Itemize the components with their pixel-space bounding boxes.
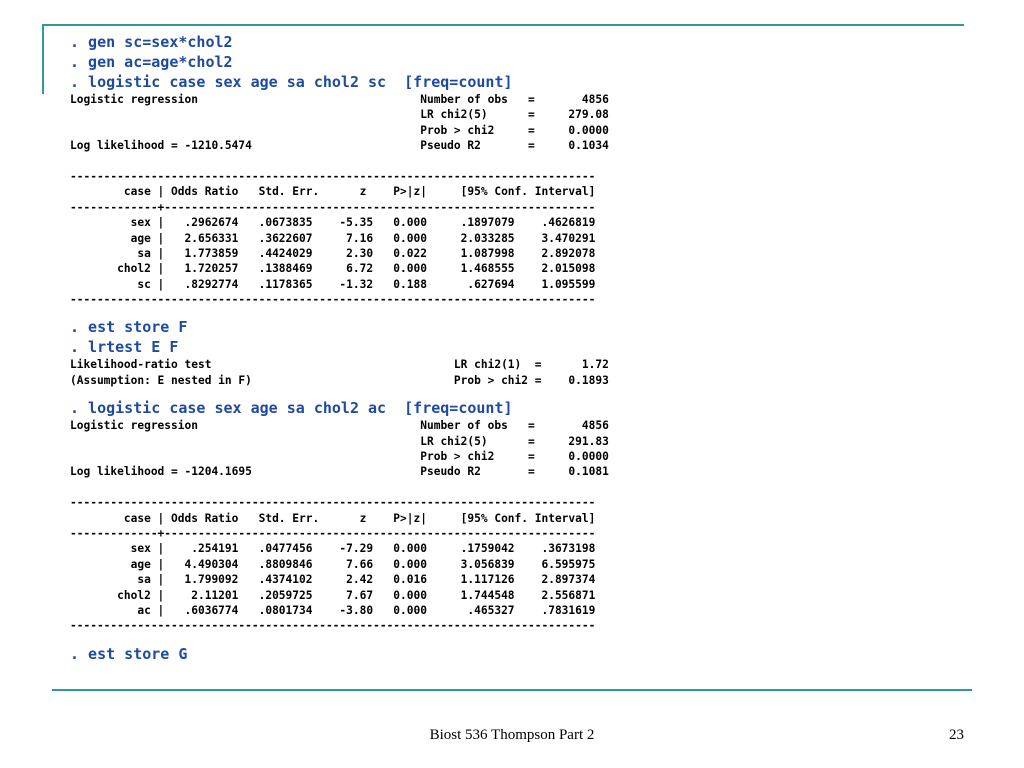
stata-output-line: sex | .2962674 .0673835 -5.35 0.000 .1897079 .4626819 — [70, 216, 596, 230]
spacer — [70, 634, 970, 644]
stata-command-line: . gen sc=sex*chol2 — [70, 33, 233, 51]
page-number: 23 — [949, 727, 964, 743]
bottom-accent-rule — [52, 689, 972, 691]
stata-command-line: . gen ac=age*chol2 — [70, 53, 233, 71]
stata-command-line: . est store G — [70, 644, 188, 663]
stata-command-line: . logistic case sex age sa chol2 sc [freq=count] — [70, 73, 513, 91]
stata-output-line: LR chi2(5) = 291.83 — [70, 434, 609, 448]
stata-output-block — [70, 32, 970, 664]
left-accent-rule — [42, 24, 44, 94]
stata-output-line: Logistic regression Number of obs = 4856 — [70, 93, 609, 106]
stata-output-line: age | 4.490304 .8809846 7.66 0.000 3.056839 6.595975 — [70, 557, 596, 571]
stata-output-line: sex | .254191 .0477456 -7.29 0.000 .1759042 .3673198 — [70, 542, 596, 556]
stata-output-line: Prob > chi2 = 0.0000 — [70, 123, 609, 137]
stata-output-line: chol2 | 1.720257 .1388469 6.72 0.000 1.468555 2.015098 — [70, 262, 596, 276]
stata-output-line: -------------+---------------------------------------------------------------- — [70, 526, 596, 540]
stata-output-line: ac | .6036774 .0801734 -3.80 0.000 .465327 .7831619 — [70, 603, 596, 617]
stata-output-line: Likelihood-ratio test LR chi2(1) = 1.72 — [70, 358, 609, 372]
stata-output-line: sa | 1.799092 .4374102 2.42 0.016 1.117126 2.897374 — [70, 573, 596, 587]
stata-output-line: sa | 1.773859 .4424029 2.30 0.022 1.087998 2.892078 — [70, 246, 596, 260]
stata-output-line: Logistic regression Number of obs = 4856 — [70, 419, 609, 433]
spacer — [70, 307, 970, 317]
stata-command-line: . est store F — [70, 318, 188, 337]
stata-output-line: Log likelihood = -1204.1695 Pseudo R2 = 0.1081 — [70, 465, 609, 479]
stata-output-line: case | Odds Ratio Std. Err. z P>|z| [95% Conf. Interval] — [70, 185, 596, 199]
stata-command-line: . logistic case sex age sa chol2 ac [freq=count] — [70, 399, 513, 418]
footer-title: Biost 536 Thompson Part 2 — [429, 727, 595, 743]
stata-output-line: case | Odds Ratio Std. Err. z P>|z| [95% Conf. Interval] — [70, 511, 596, 525]
stata-output-line: ------------------------------------------------------------------------------ — [70, 293, 596, 307]
stata-output-line: ------------------------------------------------------------------------------ — [70, 496, 596, 510]
stata-output-line — [70, 154, 970, 169]
spacer — [70, 388, 970, 398]
stata-output-line: LR chi2(5) = 279.08 — [70, 108, 609, 122]
stata-output-line: ------------------------------------------------------------------------------ — [70, 169, 596, 183]
top-accent-rule — [42, 24, 964, 26]
stata-output-line: chol2 | 2.11201 .2059725 7.67 0.000 1.744548 2.556871 — [70, 588, 596, 602]
stata-output-line: sc | .8292774 .1178365 -1.32 0.188 .627694 1.095599 — [70, 277, 596, 291]
stata-output-line: -------------+---------------------------------------------------------------- — [70, 200, 596, 214]
stata-output-line: ------------------------------------------------------------------------------ — [70, 619, 596, 633]
stata-output-line: age | 2.656331 .3622607 7.16 0.000 2.033285 3.470291 — [70, 231, 596, 245]
stata-output-line: Log likelihood = -1210.5474 Pseudo R2 = 0.1034 — [70, 139, 609, 153]
stata-output-line — [70, 480, 970, 495]
stata-command-line: . lrtest E F — [70, 338, 179, 357]
stata-output-line: (Assumption: E nested in F) Prob > chi2 = 0.1893 — [70, 373, 609, 387]
stata-output-line: Prob > chi2 = 0.0000 — [70, 450, 609, 464]
